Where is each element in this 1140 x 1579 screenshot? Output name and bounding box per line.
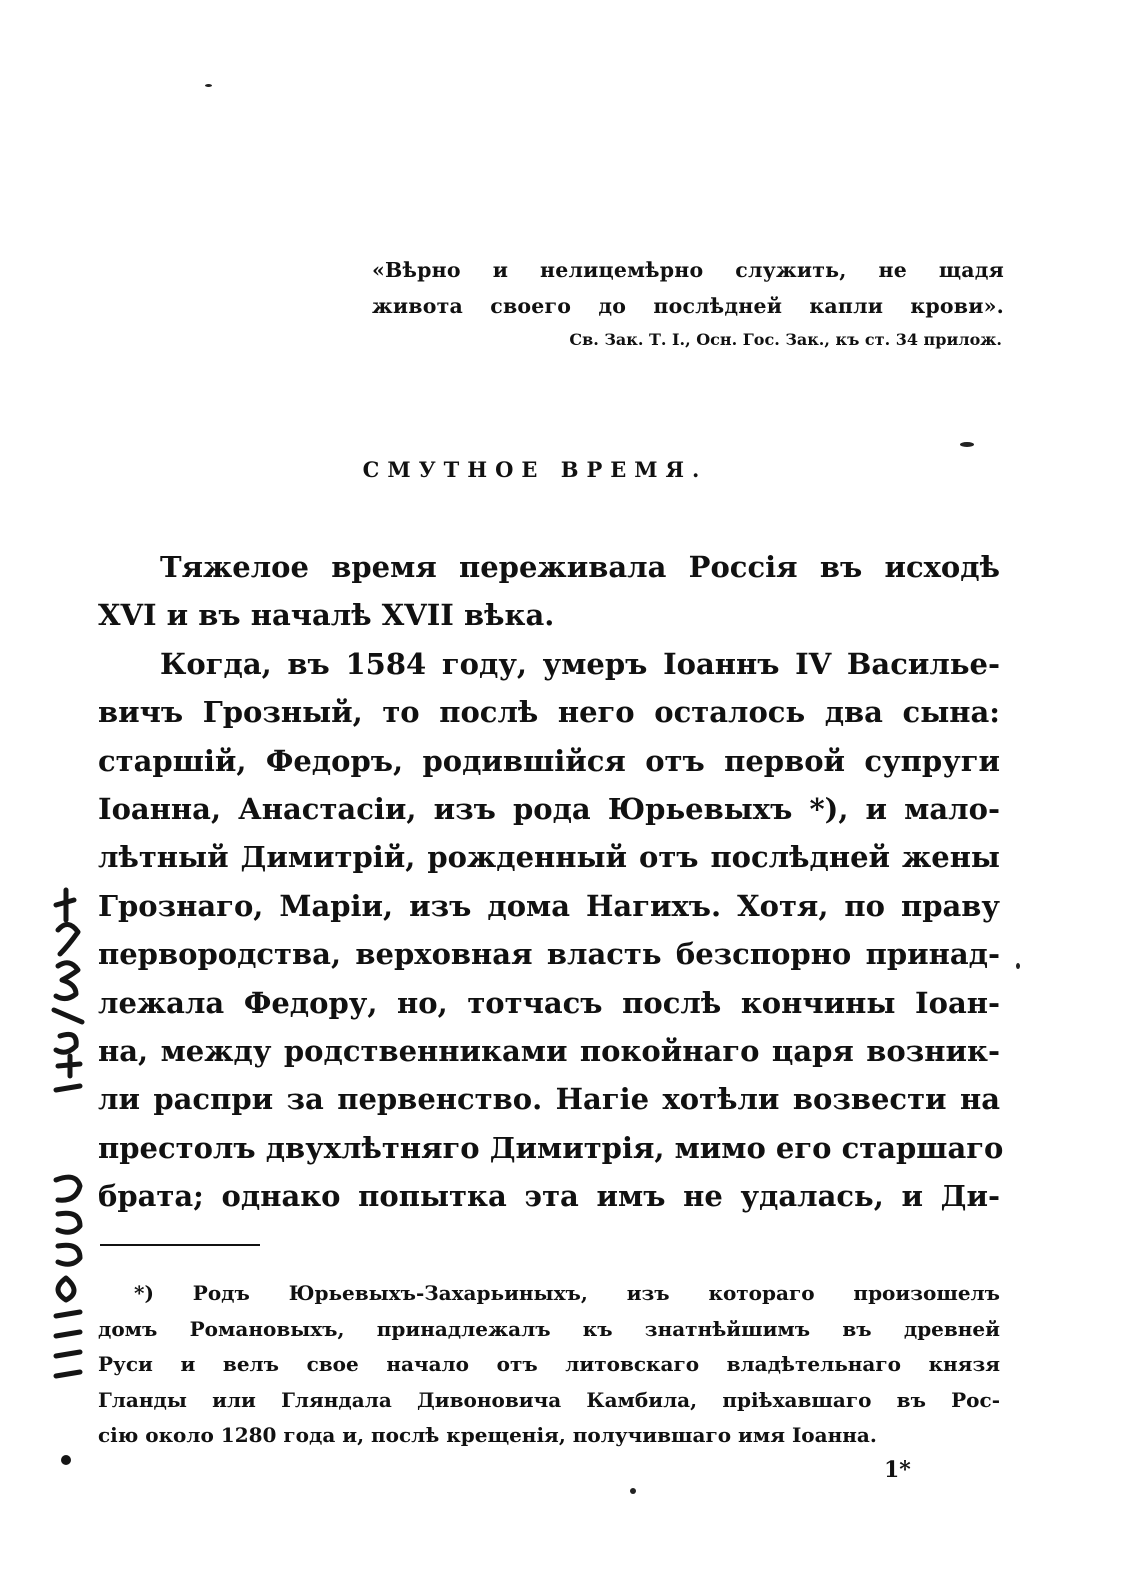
section-title: СМУТНОЕ ВРЕМЯ. xyxy=(362,457,708,482)
body-line: Тяжелое время переживала Россія въ исходѣ xyxy=(160,550,1000,584)
body-text xyxy=(98,543,1004,1221)
ink-speck xyxy=(205,84,212,87)
body-line: Грознаго, Маріи, изъ дома Нагихъ. Хотя, по праву xyxy=(98,888,1000,923)
footnote-divider xyxy=(100,1244,260,1246)
epigraph-line: живота своего до послѣдней капли крови». xyxy=(372,294,1004,318)
footnote-line: домъ Романовыхъ, принадлежалъ къ знатнѣйшимъ въ древней xyxy=(98,1316,1000,1341)
body-line: Іоанна, Анастасіи, изъ рода Юрьевыхъ *), и мало- xyxy=(98,792,1000,827)
footnote-line: сію около 1280 года и, послѣ крещенія, получившаго имя Іоанна. xyxy=(98,1423,877,1447)
ink-speck xyxy=(1016,963,1020,969)
footnote-line: Руси и велъ свое начало отъ литовскаго владѣтельнаго князя xyxy=(98,1352,1000,1376)
body-line: первородства, верховная власть безспорно принад- xyxy=(98,937,1000,972)
footnote-line: *) Родъ Юрьевыхъ-Захарьиныхъ, изъ котораго произошелъ xyxy=(134,1281,1000,1305)
body-line: Когда, въ 1584 году, умеръ Іоаннъ IV Василье- xyxy=(160,646,1000,681)
body-line: старшій, Федоръ, родившійся отъ первой супруги xyxy=(98,743,1000,778)
body-line: лежала Федору, но, тотчасъ послѣ кончины Іоан- xyxy=(98,985,1000,1020)
epigraph-source: Св. Зак. Т. I., Осн. Гос. Зак., къ ст. 34 прилож. xyxy=(569,330,1002,349)
body-line: престолъ двухлѣтняго Димитрія, мимо его старшаго xyxy=(98,1130,1004,1165)
page-number: 1* xyxy=(884,1457,911,1483)
body-line: на, между родственниками покойнаго царя возник- xyxy=(98,1034,1000,1069)
ink-speck xyxy=(630,1488,636,1494)
epigraph xyxy=(372,252,1004,324)
ink-speck xyxy=(960,442,974,447)
footnote xyxy=(98,1276,1000,1454)
body-line: вичъ Грозный, то послѣ него осталось два сына: xyxy=(98,695,1000,730)
body-line: брата; однако попытка эта имъ не удалась, и Ди- xyxy=(98,1179,1000,1214)
body-line: ли распри за первенство. Нагіе хотѣли возвести на xyxy=(98,1082,1000,1117)
body-line: лѣтный Димитрій, рожденный отъ послѣдней жены xyxy=(98,840,1000,875)
footnote-line: Гланды или Гляндала Дивоновича Камбила, пріѣхавшаго въ Рос- xyxy=(98,1387,1000,1412)
epigraph-line: «Вѣрно и нелицемѣрно служить, не щадя xyxy=(372,258,1004,282)
handwritten-margin-note xyxy=(36,880,116,1480)
body-line: XVI и въ началѣ XVII вѣка. xyxy=(98,598,555,633)
